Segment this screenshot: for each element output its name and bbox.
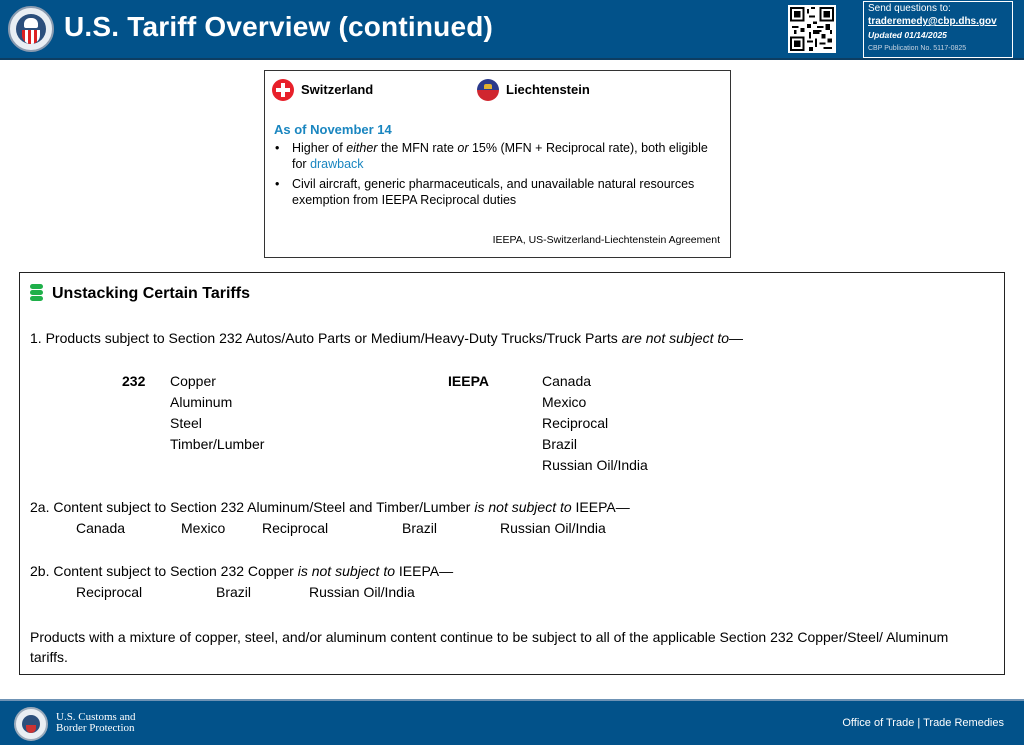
country-name-switzerland: Switzerland [301,82,374,97]
bullet-exemptions: • Civil aircraft, generic pharmaceuticals, and unavailable natural resources exemption from IEEPA Reciprocal duties [274,176,724,208]
item-2a-text [30,499,630,515]
list-item: Reciprocal [76,584,143,600]
as-of-date-heading: As of November 14 [274,122,392,137]
agency-line-1: U.S. Customs and [56,711,136,723]
updated-date: Updated 01/14/2025 [868,30,947,40]
item-emphasis: are not subject to [621,330,730,346]
list-item: Reciprocal [262,520,329,536]
country-bullets [274,140,724,212]
bullet-text: the MFN rate [377,141,458,155]
cbp-seal-icon [14,707,48,741]
office-label: Office of Trade | Trade Remedies [842,717,1004,729]
list-item: Russian Oil/India [500,520,606,536]
publication-number: CBP Publication No. 5117-0825 [868,45,967,52]
item-text: 1. Products subject to Section 232 Autos/Auto Parts or Medium/Heavy-Duty Trucks/Truck Parts [30,330,622,346]
unstacking-tariffs-box [19,272,1005,675]
item-end: IEEPA— [395,563,454,579]
send-questions-label: Send questions to: [868,3,951,14]
list-item: Reciprocal [542,415,609,431]
footer-bar [0,699,1024,745]
item-2a-list [20,520,1004,540]
list-item: Russian Oil/India [309,584,415,600]
list-item: Timber/Lumber [170,436,265,452]
list-item: Russian Oil/India [542,457,648,473]
contact-box [863,1,1013,58]
contact-email-link[interactable]: traderemedy@cbp.dhs.gov [868,16,997,27]
list-item: Mexico [181,520,226,536]
list-item: Steel [170,415,202,431]
switzerland-liechtenstein-box [264,70,731,258]
item-emphasis: is not subject to [297,563,396,579]
list-item: Brazil [216,584,252,600]
bullet-text: 15% (MFN + Reciprocal rate), both eligible for [292,141,708,171]
qr-code-icon[interactable] [788,5,836,53]
bullet-text: Higher of [292,141,347,155]
item-2b-list [20,584,1004,604]
database-icon [30,284,43,301]
list-item: Canada [542,373,592,389]
cbp-seal-icon [8,6,54,52]
item-end: — [729,330,744,346]
item-2b-text [30,563,453,579]
list-item: Mexico [542,394,587,410]
country-name-liechtenstein: Liechtenstein [506,82,590,97]
liechtenstein-flag-icon [477,79,499,101]
drawback-link[interactable]: drawback [310,157,364,171]
bullet-emphasis: either [346,141,378,155]
list-item: Aluminum [170,394,233,410]
section-232-label: 232 [122,373,146,389]
bullet-mfn-rate [274,140,724,172]
section-title: Unstacking Certain Tariffs [52,285,250,302]
item-text: 2a. Content subject to Section 232 Aluminum/Steel and Timber/Lumber [30,499,475,515]
mixture-note: Products with a mixture of copper, steel, and/or aluminum content continue to be subject to all of the applicable Section 232 Copper/Steel/ Aluminum tariffs. [30,629,949,665]
agency-line-2: Border Protection [56,722,135,734]
list-item: Canada [76,520,126,536]
source-citation: IEEPA, US-Switzerland-Liechtenstein Agreement [492,234,720,246]
item-emphasis: is not subject to [474,499,572,515]
bullet-emphasis: or [457,141,469,155]
page-title: U.S. Tariff Overview (continued) [64,11,494,42]
item-text: 2b. Content subject to Section 232 Copper [30,563,298,579]
ieepa-list [542,371,648,476]
list-item: Brazil [542,436,578,452]
swiss-flag-icon [272,79,294,101]
agency-name [56,712,135,734]
item-end: IEEPA— [571,499,630,515]
header-bar [0,0,1024,60]
ieepa-label: IEEPA [448,373,489,389]
list-item: Brazil [402,520,438,536]
section-232-list [170,371,264,455]
list-item: Copper [170,373,216,389]
item-1-text [30,330,743,346]
